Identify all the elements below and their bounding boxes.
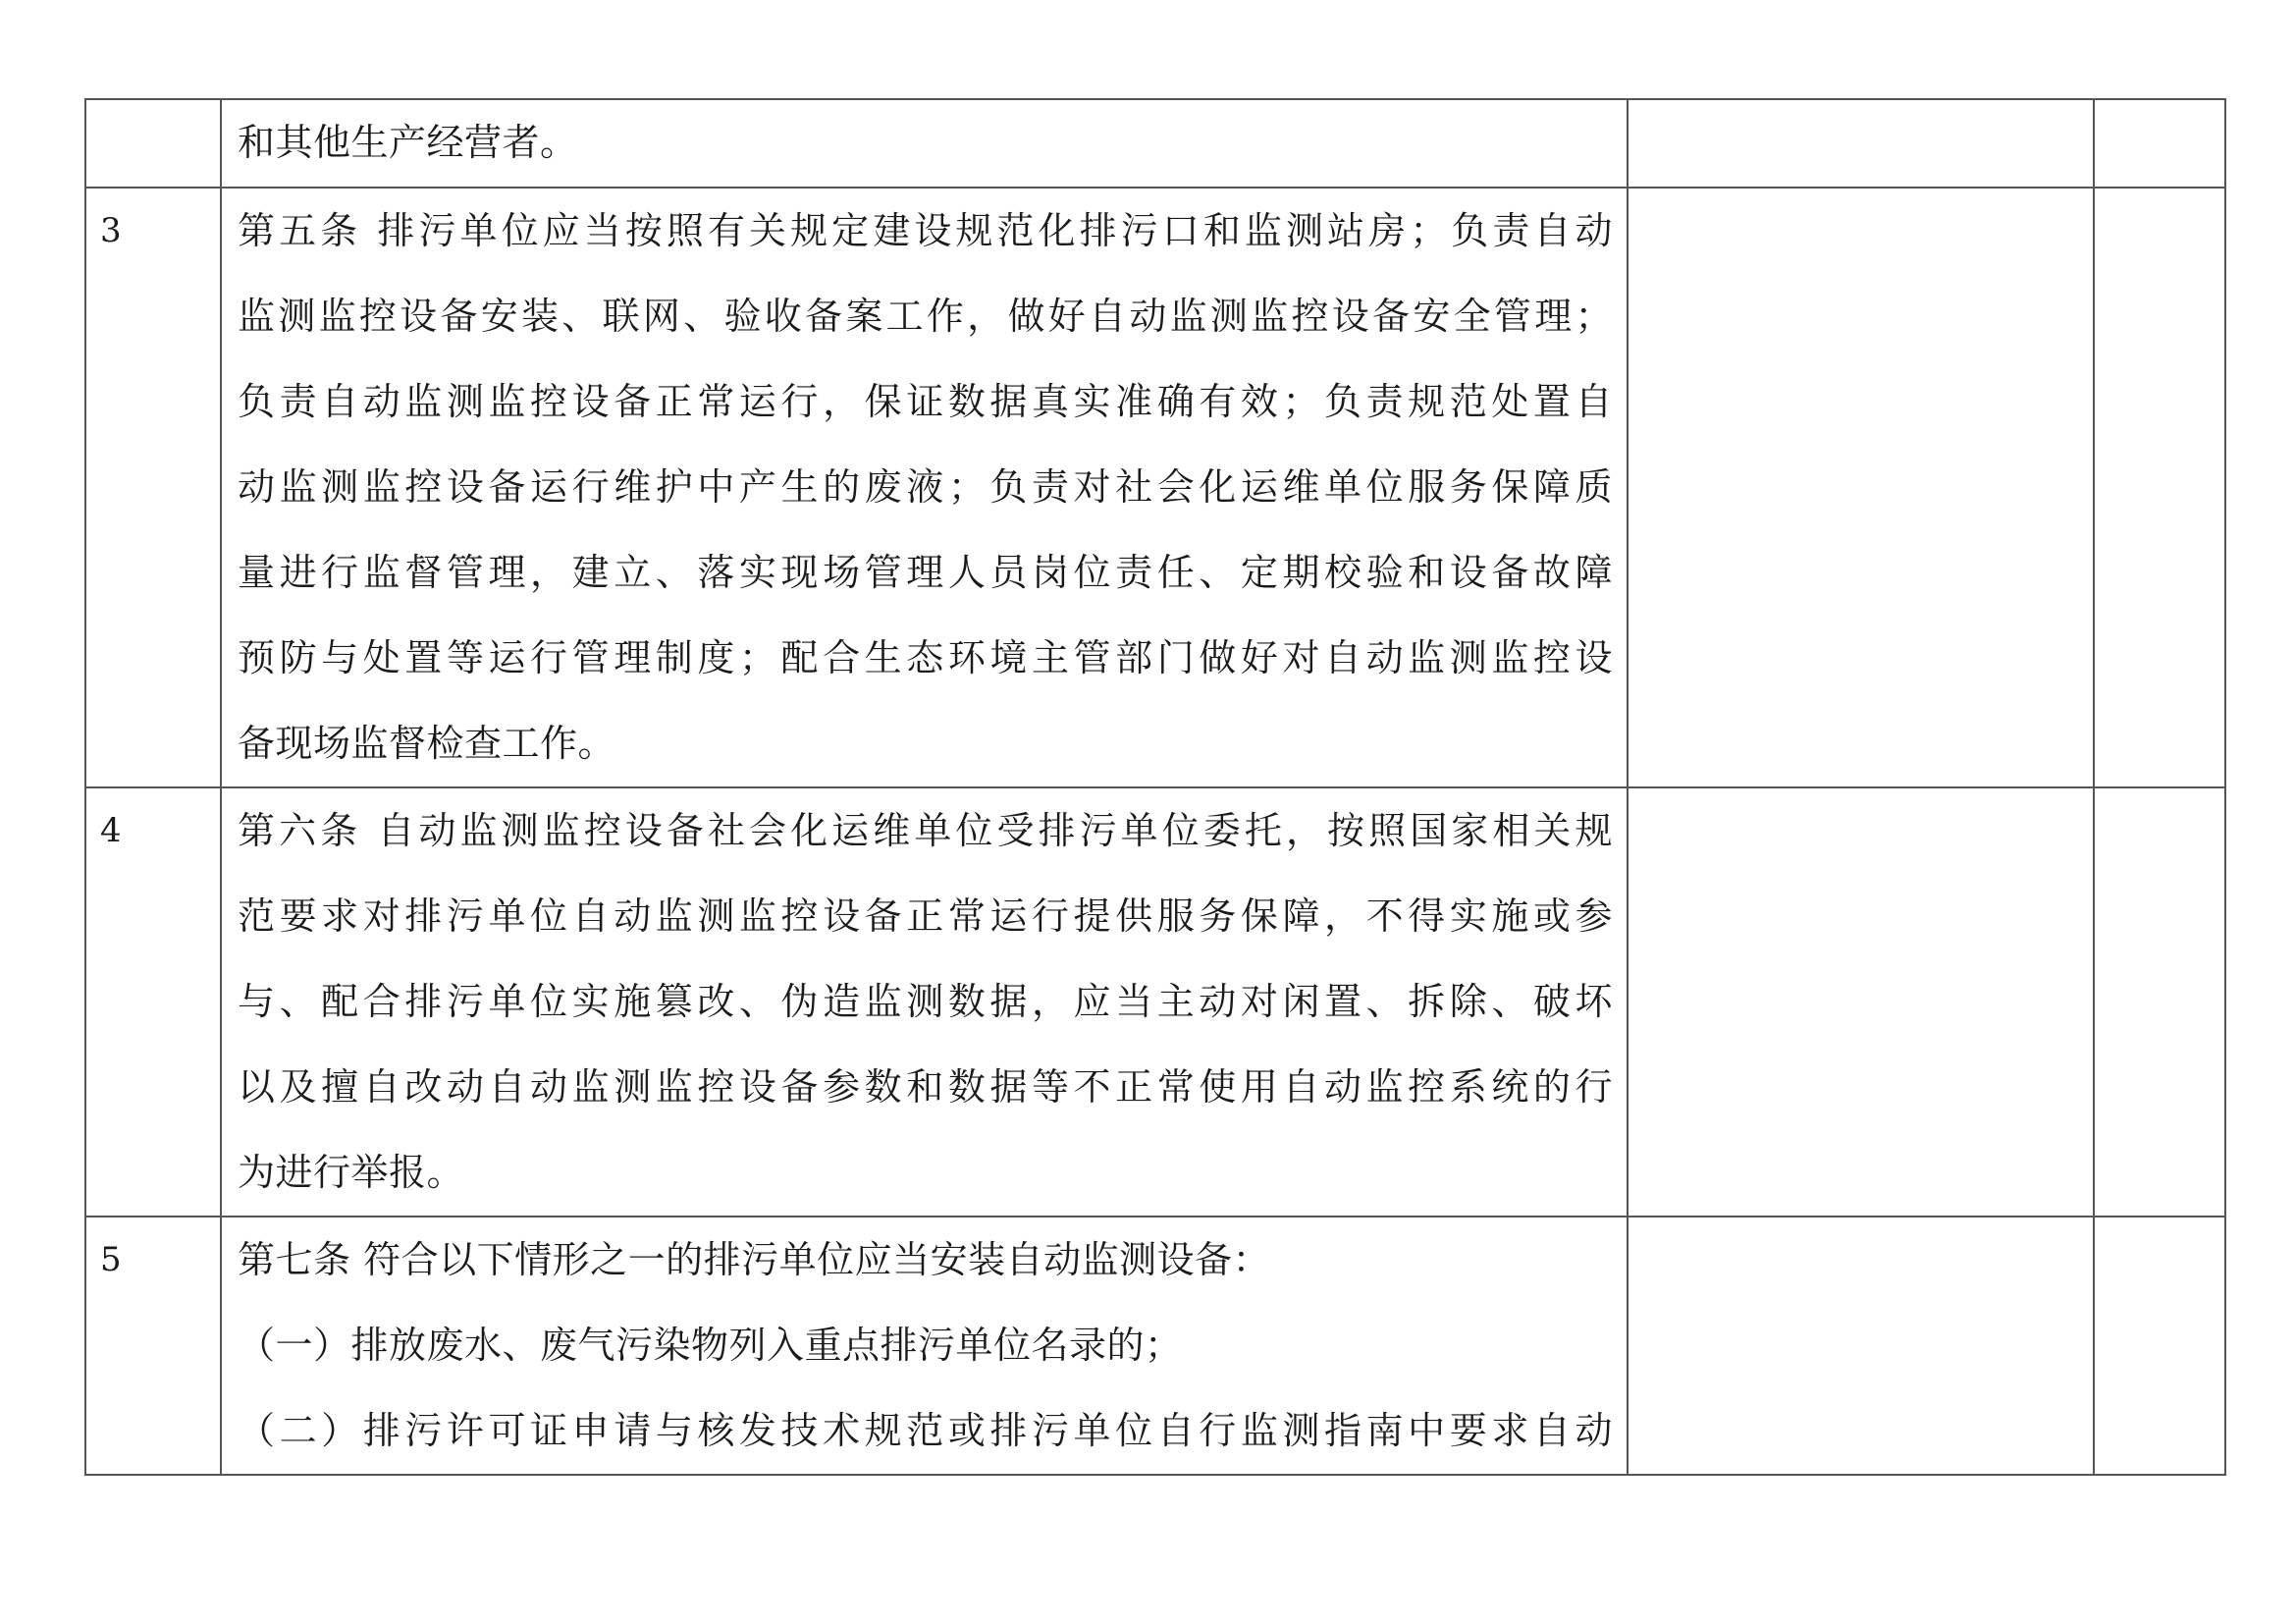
empty-cell — [1628, 99, 2094, 188]
table-row — [85, 1217, 2225, 1475]
empty-cell — [2094, 99, 2225, 188]
empty-cell — [1628, 787, 2094, 1217]
text-line: （一）排放废水、废气污染物列入重点排污单位名录的； — [238, 1324, 1183, 1367]
text-line: 范要求对排污单位自动监测监控设备正常运行提供服务保障，不得实施或参 — [238, 894, 1613, 938]
text-line: 第六条 自动监测监控设备社会化运维单位受排污单位委托，按照国家相关规 — [238, 809, 1613, 852]
text-line: 第七条 符合以下情形之一的排污单位应当安装自动监测设备： — [238, 1238, 1271, 1281]
table-row — [85, 99, 2225, 188]
text-line: 量进行监督管理，建立、落实现场管理人员岗位责任、定期校验和设备故障 — [238, 551, 1613, 594]
regulation-text — [221, 99, 1628, 188]
text-line: 第五条 排污单位应当按照有关规定建设规范化排污口和监测站房；负责自动 — [238, 209, 1613, 252]
text-line: 预防与处置等运行管理制度；配合生态环境主管部门做好对自动监测监控设 — [238, 636, 1613, 679]
regulation-text — [221, 787, 1628, 1217]
text-line: 动监测监控设备运行维护中产生的废液；负责对社会化运维单位服务保障质 — [238, 465, 1613, 509]
regulation-table — [84, 98, 2226, 1476]
empty-cell — [1628, 188, 2094, 787]
table-row — [85, 787, 2225, 1217]
empty-cell — [2094, 1217, 2225, 1475]
row-number — [85, 99, 221, 188]
text-line: 以及擅自改动自动监测监控设备参数和数据等不正常使用自动监控系统的行 — [238, 1065, 1613, 1109]
text-line: （二）排污许可证申请与核发技术规范或排污单位自行监测指南中要求自动 — [238, 1409, 1613, 1452]
empty-cell — [1628, 1217, 2094, 1475]
regulation-text — [221, 188, 1628, 787]
table-row — [85, 188, 2225, 787]
row-number: 5 — [85, 1217, 221, 1475]
empty-cell — [2094, 188, 2225, 787]
row-number: 4 — [85, 787, 221, 1217]
text-line: 监测监控设备安装、联网、验收备案工作，做好自动监测监控设备安全管理； — [238, 295, 1613, 338]
text-line: 与、配合排污单位实施篡改、伪造监测数据，应当主动对闲置、拆除、破坏 — [238, 980, 1613, 1023]
text-line: 和其他生产经营者。 — [238, 121, 578, 164]
row-number: 3 — [85, 188, 221, 787]
text-line: 备现场监督检查工作。 — [238, 722, 616, 765]
text-line: 负责自动监测监控设备正常运行，保证数据真实准确有效；负责规范处置自 — [238, 380, 1613, 423]
regulation-text — [221, 1217, 1628, 1475]
empty-cell — [2094, 787, 2225, 1217]
text-line: 为进行举报。 — [238, 1151, 465, 1194]
